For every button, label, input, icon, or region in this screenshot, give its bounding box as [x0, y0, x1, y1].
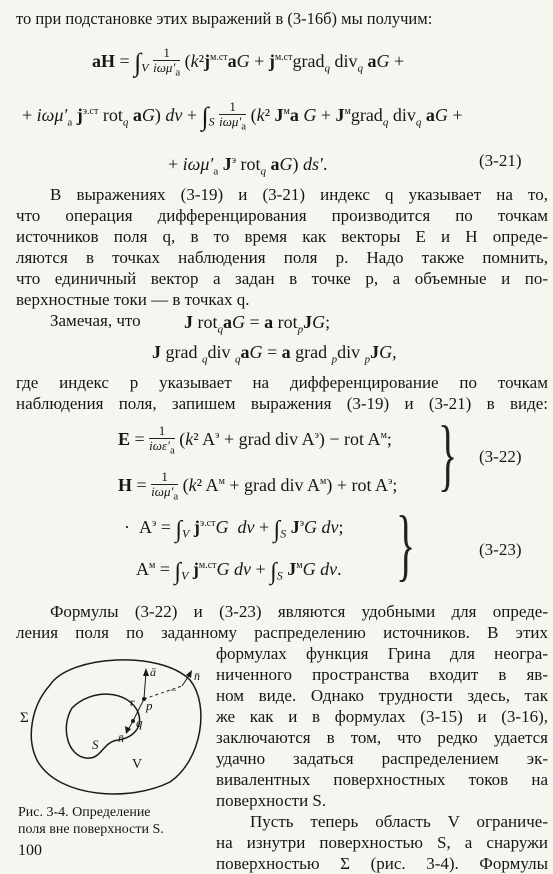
paragraph-line: В выражениях (3-19) и (3-21) индекс q указывает на то, [50, 185, 548, 204]
eq-3-21-line1: aH = $\int_V$ 1 $i\omega\mu'_a$ ($k^2j^{м.ст}aG$ + $j^{м.ст}grad_q$ div$_q$ aG + [92, 45, 405, 79]
eq-3-22-number: (3-22) [479, 447, 522, 466]
paragraph-line: поверхности S. [216, 791, 327, 810]
label-q: q [136, 715, 143, 730]
right-brace: } [396, 501, 416, 589]
paragraph-line: наблюдения поля, запишем выражения (3-19) и (3-21) в виде: [16, 394, 548, 413]
paragraph-line: ляются в точках наблюдения поля p. Надо также помнить, [16, 248, 548, 267]
label-n-inner: n̄ [118, 731, 124, 745]
label-v: V [132, 757, 143, 772]
figure-caption-line1: Рис. 3-4. Определение [18, 805, 151, 820]
paragraph-line: поверхностью Σ (рис. 3-4). Формулы [216, 854, 548, 873]
paragraph-line: источников поля q, в то время как векторы E и H опреде- [16, 227, 548, 246]
paragraph-line: удачно задаться распределением эк- [216, 749, 548, 768]
label-n-outer: n̄ [194, 669, 200, 683]
identity-grad: J grad $_q$div $_q$aG = a grad $_p$div $_p$JG, [152, 342, 397, 366]
paragraph-line: что операция дифференцирования производится по точкам [16, 206, 548, 225]
paragraph-line: Пусть теперь область V ограниче- [250, 812, 548, 831]
label-p: p [146, 698, 153, 713]
eq-3-21-line2: + $i\omega\mu'_a$ $j^{э.ст}$ rot$_q$ aG) dv + $\int_S$ 1 $i\omega\mu'_a$ (k² $J^мa$ $G + J^мgrad_q$ div$_q$ aG + [22, 99, 463, 133]
paragraph-line: ном виде. Однако трудности здесь, так [216, 686, 548, 705]
label-sigma: Σ [20, 710, 29, 726]
paragraph-line: формулах функция Грина для неогра- [216, 644, 548, 663]
paragraph-line: вивалентных поверхностных токов на [216, 770, 548, 789]
paragraph-line: ниченного пространства входит в яв- [216, 665, 548, 684]
identity-rot: J rot$_q$aG = a rot$_p$JG; [184, 312, 331, 336]
eq-3-23-number: (3-23) [479, 540, 522, 559]
eq-3-21-line3: + $i\omega\mu'_a$ $J^э$ rot$_q$ aG) ds′. [168, 154, 328, 178]
label-minus: − [170, 683, 177, 697]
figure-diagram [20, 650, 210, 800]
eq-3-23-Am: $A^м = \int_V$ $j^{м.ст}G$ dv + $\int_S$ $J^мG$ dv. [136, 559, 342, 585]
paragraph-line: что единичный вектор a задан в точке p, а объемные и по- [16, 269, 548, 288]
figure-caption-line2: поля вне поверхности S. [18, 822, 164, 837]
intro-line: то при подстановке этих выражений в (3-16б) мы получим: [16, 9, 433, 28]
eq-3-22-H: H = 1 $i\omega\mu'_a$ (k² $A^м$ + grad div $A^м$) + rot $A^э$; [118, 469, 398, 503]
paragraph-line: заключаются в том, что редко удается [216, 728, 548, 747]
inner-boundary-s [66, 694, 139, 758]
eq-3-21-number: (3-21) [479, 151, 522, 170]
label-s: S [92, 737, 99, 752]
eq-3-22-E: E = 1 $i\omega\varepsilon'_a$ (k² $A^э$ + grad div $A^э$) − rot $A^м$; [118, 423, 392, 457]
noting-line: Замечая, что [50, 311, 141, 330]
arrow-a-head [143, 668, 149, 676]
figure-3-4 [20, 650, 210, 800]
page-number: 100 [18, 842, 42, 859]
paragraph-line: верхностные токи — в точках q. [16, 290, 250, 309]
right-brace: } [438, 411, 458, 499]
paragraph-line: же как и в формулах (3-15) и (3-16), [216, 707, 548, 726]
eq-3-23-Ae: · $A^э = \int_V$ $j^{э.ст}G$ dv + $\int_S$ $J^эG$ dv; [124, 517, 344, 543]
paragraph-line: где индекс p указывает на дифференцирование по точкам [16, 373, 548, 392]
label-r: r [130, 695, 135, 709]
paragraph-line: ления поля по заданному распределению источников. В этих [16, 623, 548, 642]
label-a: ā [150, 665, 156, 679]
paragraph-line: Формулы (3-22) и (3-23) являются удобными для опреде- [50, 602, 548, 621]
paragraph-line: на изнутри поверхностью S, а снаружи [216, 833, 548, 852]
